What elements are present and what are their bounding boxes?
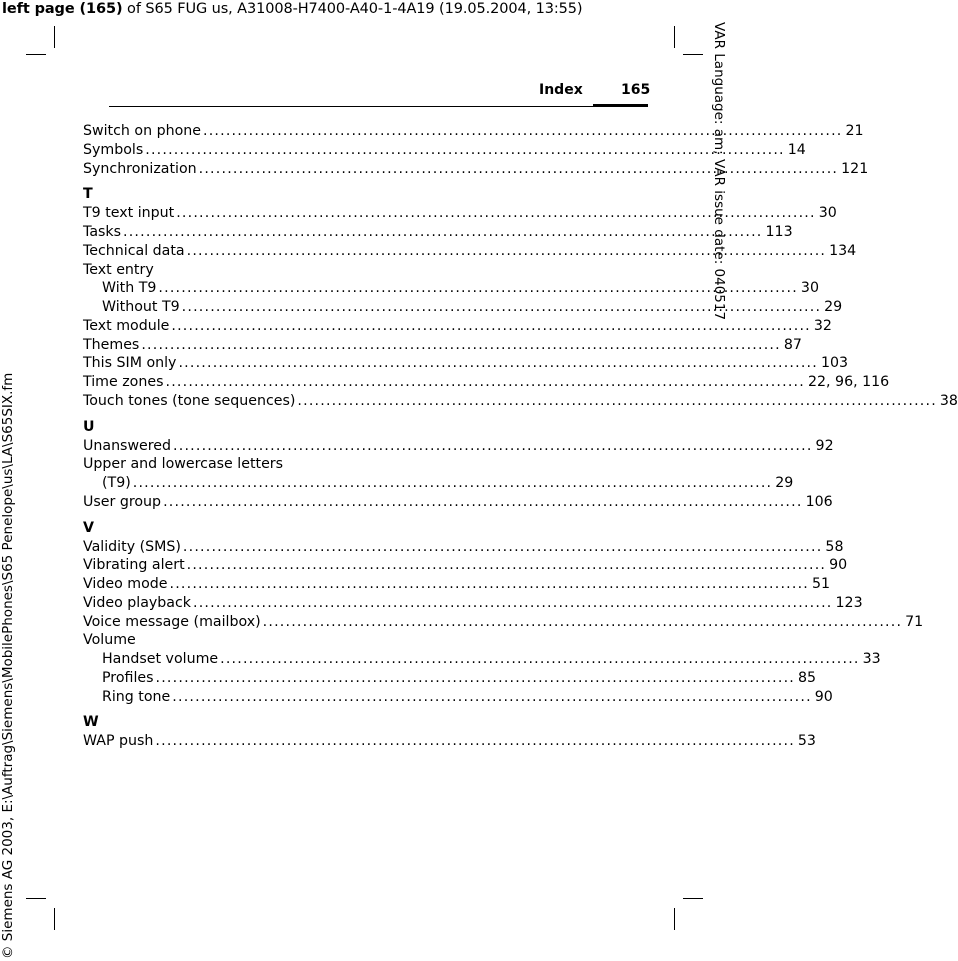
entry-page: 134	[829, 242, 857, 259]
index-subentry	[83, 669, 817, 688]
entry-page: 33	[862, 651, 881, 667]
entry-label: Validity (SMS)	[83, 538, 181, 555]
entry-page: 71	[905, 613, 924, 630]
index-entry	[83, 437, 834, 456]
index-entry	[83, 613, 924, 632]
entry-page: 90	[829, 557, 848, 574]
leader-dots	[263, 613, 903, 632]
entry-page: 53	[797, 733, 816, 750]
index-letter-heading: T	[83, 186, 93, 203]
language-issue-note: VAR Language: am; VAR issue date: 040517	[711, 22, 727, 321]
leader-dots	[187, 242, 827, 261]
index-letter-heading: W	[83, 714, 99, 731]
entry-page: 29	[824, 299, 843, 315]
leader-dots	[156, 669, 796, 688]
copyright-path-note: © Siemens AG 2003, E:\Auftrag\Siemens\MobilePhones\S65 Penelope\us\LA\S65SIX.fm	[0, 372, 16, 959]
leader-dots	[170, 575, 810, 594]
header-rule-accent	[593, 104, 648, 107]
leader-dots	[123, 223, 763, 242]
leader-dots	[165, 373, 805, 392]
entry-page: 113	[765, 224, 793, 240]
entry-label: Touch tones (tone sequences)	[83, 392, 296, 409]
entry-label: With T9	[102, 280, 157, 297]
entry-page: 51	[812, 576, 831, 592]
crop-mark	[674, 908, 675, 930]
index-subentry	[83, 279, 819, 298]
entry-page: 123	[835, 594, 863, 611]
leader-dots	[178, 354, 818, 373]
entry-page: 30	[800, 280, 819, 297]
entry-label: User group	[83, 493, 162, 510]
entry-label: Themes	[83, 336, 140, 353]
leader-dots	[199, 160, 839, 179]
leader-dots	[133, 474, 773, 493]
crop-mark	[54, 26, 55, 48]
entry-label: Handset volume	[102, 651, 219, 667]
entry-label: Video playback	[83, 594, 192, 611]
index-entry	[83, 392, 958, 411]
entry-label: This SIM only	[83, 355, 177, 372]
index-entry	[83, 336, 802, 355]
document-info-line	[2, 0, 582, 18]
index-entry	[83, 575, 831, 594]
leader-dots	[297, 392, 937, 411]
entry-label: Tasks	[83, 224, 122, 240]
leader-dots	[171, 317, 811, 336]
index-subentry	[83, 650, 881, 669]
entry-label: Switch on phone	[83, 123, 201, 139]
crop-mark	[26, 54, 46, 55]
entry-page: 30	[818, 205, 837, 222]
entry-label: Synchronization	[83, 160, 197, 177]
entry-page: 58	[825, 538, 844, 555]
leader-dots	[155, 732, 795, 751]
entry-label: Technical data	[83, 242, 185, 259]
header-rule	[109, 106, 648, 107]
leader-dots	[203, 122, 843, 141]
entry-page: 85	[798, 669, 817, 686]
entry-label: Text module	[83, 317, 170, 334]
leader-dots	[145, 141, 785, 160]
index-entry	[83, 373, 890, 392]
leader-dots	[163, 493, 803, 512]
leader-dots	[172, 688, 812, 707]
entry-label: Text entry	[83, 261, 154, 278]
index-entry-group	[83, 631, 349, 650]
index-entry	[83, 160, 869, 179]
entry-label: Time zones	[83, 374, 164, 390]
section-title: Index	[539, 82, 583, 98]
index-subentry	[83, 298, 843, 317]
crop-mark	[683, 54, 703, 55]
entry-label: Volume	[83, 632, 136, 649]
leader-dots	[220, 650, 860, 669]
leader-dots	[193, 594, 833, 613]
leader-dots	[141, 336, 781, 355]
index-entry-group	[83, 455, 349, 474]
entry-label: Video mode	[83, 576, 168, 592]
leader-dots	[182, 298, 822, 317]
entry-label: Ring tone	[102, 688, 171, 705]
entry-page: 87	[783, 336, 802, 353]
index-subentry	[83, 474, 794, 493]
index-entry	[83, 223, 793, 242]
index-entry	[83, 732, 816, 751]
index-letter-heading: U	[83, 418, 95, 435]
entry-label: Symbols	[83, 141, 144, 158]
index-entry	[83, 354, 849, 373]
entry-label: Without T9	[102, 299, 180, 315]
entry-page: 106	[805, 493, 833, 510]
index-entry	[83, 538, 844, 557]
entry-label: (T9)	[102, 475, 131, 491]
index-subentry	[83, 688, 833, 707]
entry-page: 29	[775, 475, 794, 491]
entry-page: 21	[845, 123, 864, 139]
entry-label: Unanswered	[83, 437, 172, 454]
document-info-rest: of S65 FUG us, A31008-H7400-A40-1-4A19 (19.05.2004, 13:55)	[122, 1, 583, 17]
entry-page: 22, 96, 116	[807, 374, 890, 390]
leader-dots	[173, 437, 813, 456]
index-entry	[83, 141, 806, 160]
entry-label: Upper and lowercase letters	[83, 456, 284, 473]
crop-mark	[683, 898, 703, 899]
index-entry	[83, 122, 864, 141]
entry-page: 92	[815, 437, 834, 454]
entry-label: Vibrating alert	[83, 557, 185, 574]
index-entry	[83, 556, 848, 575]
crop-mark	[674, 26, 675, 48]
entry-page: 90	[814, 688, 833, 705]
leader-dots	[183, 538, 823, 557]
entry-page: 14	[787, 141, 806, 158]
index-entry	[83, 493, 833, 512]
index-entry-group	[83, 261, 349, 280]
entry-label: Voice message (mailbox)	[83, 613, 261, 630]
entry-page: 121	[841, 160, 869, 177]
index-entry	[83, 242, 857, 261]
index-entry	[83, 317, 832, 336]
entry-label: WAP push	[83, 733, 154, 750]
index-entry	[83, 594, 863, 613]
entry-page: 38	[939, 392, 958, 409]
leader-dots	[187, 556, 827, 575]
index-entry	[83, 204, 837, 223]
page-header	[0, 80, 725, 108]
entry-page: 32	[813, 317, 832, 334]
leader-dots	[176, 204, 816, 223]
left-margin-note	[0, 372, 20, 961]
page-number: 165	[621, 82, 651, 98]
entry-label: Profiles	[102, 669, 154, 686]
index-letter-heading: V	[83, 519, 94, 536]
document-info-lead: left page (165)	[2, 1, 123, 17]
crop-mark	[26, 898, 46, 899]
entry-page: 103	[820, 355, 849, 372]
entry-label: T9 text input	[83, 205, 175, 222]
crop-mark	[54, 908, 55, 930]
leader-dots	[158, 279, 798, 298]
